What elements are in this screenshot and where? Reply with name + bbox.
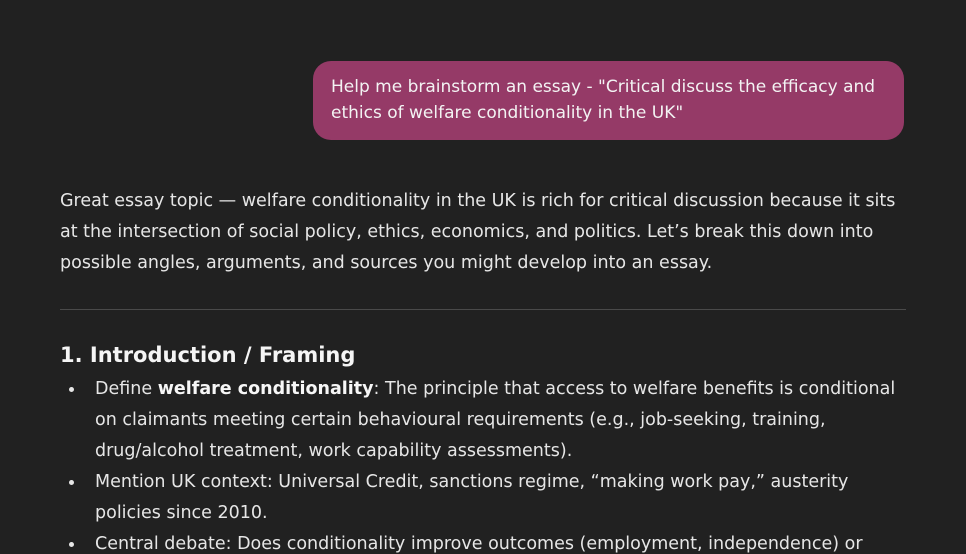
assistant-message — [60, 186, 906, 554]
bullet-icon — [69, 542, 74, 547]
list-item — [60, 467, 906, 529]
bullet-prefix: Define — [95, 379, 158, 399]
list-item — [60, 529, 906, 554]
user-message-text: Help me brainstorm an essay - "Critical discuss the efficacy and ethics of welfare conditionality in the UK" — [331, 77, 876, 123]
bullet-suffix: : The principle that access to welfare benefits is conditional on claimants meeting certain behavioural requirements (e.g., job-seeking, training, drug/alcohol treatment, work capability assessments). — [95, 379, 896, 461]
bullet-text: Mention UK context: Universal Credit, sanctions regime, “making work pay,” austerity policies since 2010. — [95, 472, 849, 523]
bullet-bold-term: welfare conditionality — [157, 379, 374, 399]
section-heading: 1. Introduction / Framing — [60, 343, 356, 367]
user-message-bubble — [313, 61, 904, 140]
bullet-list — [60, 374, 906, 554]
bullet-icon — [69, 480, 74, 485]
section-divider — [60, 309, 906, 310]
bullet-icon — [69, 387, 74, 392]
assistant-intro-paragraph: Great essay topic — welfare conditionality in the UK is rich for critical discussion because it sits at the intersection of social policy, ethics, economics, and politics. Let’s break this down into possible angles, arguments, and sources you might develop into an essay. — [60, 191, 896, 273]
bullet-text: Central debate: Does conditionality improve outcomes (employment, independence) or — [95, 534, 863, 554]
list-item — [60, 374, 906, 467]
